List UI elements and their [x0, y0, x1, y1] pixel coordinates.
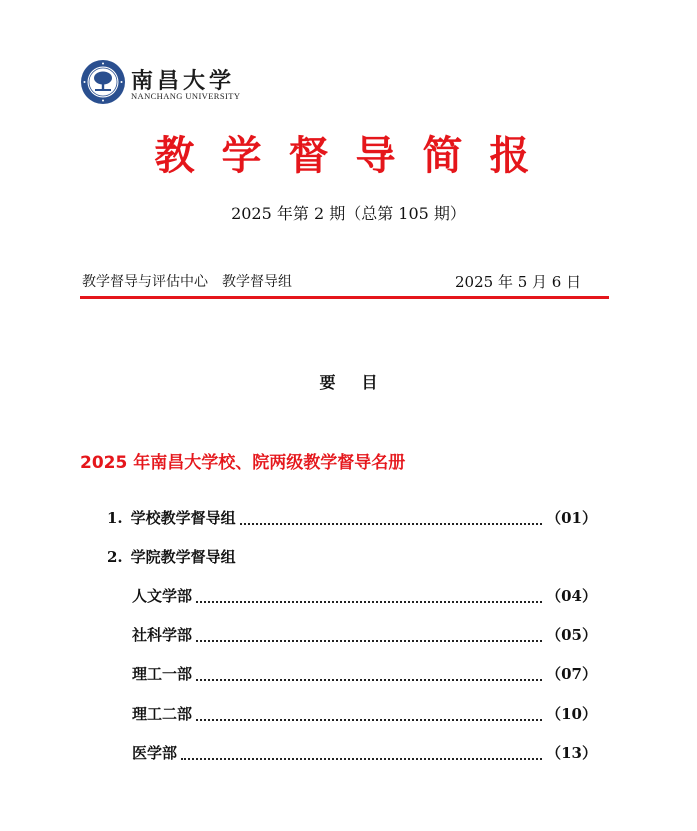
toc-item-number: 1. [107, 509, 123, 527]
university-name-cn: 南昌大学 [131, 68, 236, 94]
toc-item-number: 2. [107, 548, 123, 566]
issue-date: 2025 年 5 月 6 日 [455, 273, 582, 291]
toc-leader-dots [181, 758, 542, 760]
toc-item-science-engineering-2[interactable] [132, 703, 597, 724]
toc-item-page: （05） [546, 626, 597, 644]
toc-item-label: 理工一部 [132, 665, 193, 683]
toc-leader-dots [240, 523, 542, 525]
toc-item-social-sciences[interactable] [132, 624, 597, 645]
section-heading: 2025 年南昌大学校、院两级教学督导名册 [80, 453, 406, 473]
toc-item-page: （07） [546, 665, 597, 683]
toc-item-science-engineering-1[interactable] [132, 663, 597, 684]
toc-item-medicine[interactable] [132, 742, 597, 763]
toc-item-label: 人文学部 [132, 587, 193, 605]
toc-item-college-group[interactable] [107, 546, 236, 567]
toc-item-label: 社科学部 [132, 626, 193, 644]
header-divider [80, 296, 609, 299]
toc-item-label: 学院教学督导组 [130, 548, 236, 566]
toc-item-label: 学校教学督导组 [130, 509, 236, 527]
toc-item-school-group[interactable] [107, 507, 597, 528]
contents-title: 要目 [319, 373, 404, 392]
toc-item-page: （10） [546, 705, 597, 723]
toc-leader-dots [196, 679, 542, 681]
toc-item-page: （13） [546, 744, 597, 762]
toc-item-label: 医学部 [132, 744, 178, 762]
toc-item-page: （01） [546, 509, 597, 527]
toc-item-page: （04） [546, 587, 597, 605]
issuing-office: 教学督导与评估中心 教学督导组 [82, 274, 292, 290]
toc-leader-dots [196, 601, 542, 603]
university-name-en: NANCHANG UNIVERSITY [131, 91, 241, 101]
bulletin-title: 教学督导简报 [154, 132, 557, 179]
toc-item-humanities[interactable] [132, 585, 597, 606]
issue-number: 2025 年第 2 期（总第 105 期） [231, 204, 466, 223]
toc-item-label: 理工二部 [132, 705, 193, 723]
toc-leader-dots [196, 719, 542, 721]
university-seal-logo [80, 59, 126, 105]
toc-leader-dots [196, 640, 542, 642]
